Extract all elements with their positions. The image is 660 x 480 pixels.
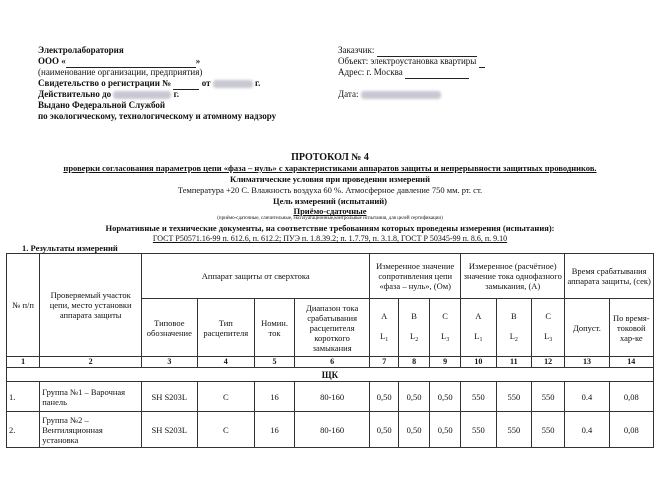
- row-z-c: 0,50: [430, 382, 461, 412]
- phase-b-label: B: [411, 310, 417, 321]
- row-real: 0,08: [609, 382, 653, 412]
- row-range: 80-160: [294, 382, 369, 412]
- header-range: Диапазон тока срабатывания расцепителя короткого замыкания: [294, 299, 369, 357]
- header-section: Проверяемый участок цепи, место установки аппарата защиты: [40, 254, 142, 357]
- issued-by-2: по экологическому, технологическому и атомному надзору: [38, 111, 277, 121]
- line-l2-label: L: [410, 330, 416, 341]
- row-range: 80-160: [294, 412, 369, 448]
- protocol-title: ПРОТОКОЛ № 4: [291, 152, 369, 163]
- col-num-6: 6: [294, 357, 369, 368]
- header-allowed: Допуст.: [565, 299, 609, 357]
- col-num-13: 13: [565, 357, 609, 368]
- row-real: 0,08: [609, 412, 653, 448]
- protocol-subtitle: проверки согласования параметров цепи «фаза – нуль» с характеристиками аппаратов защиты и непрерывности защитных проводников.: [63, 163, 597, 173]
- cert-from: от: [201, 78, 211, 88]
- header-type: Типовое обозначение: [142, 299, 197, 357]
- row-type: SH S203L: [142, 412, 197, 448]
- redacted-date: [213, 80, 253, 88]
- row-release: C: [197, 382, 255, 412]
- col-num-1: 1: [7, 357, 40, 368]
- col-num-4: 4: [197, 357, 255, 368]
- table-row: [7, 412, 654, 448]
- goal-caption: (приёмо-сдаточные, сличительные, эксплуатационные,контрольные испытания, для целей сертификации): [217, 216, 443, 221]
- row-allowed: 0.4: [565, 412, 609, 448]
- col-num-3: 3: [142, 357, 197, 368]
- header-z-b: B $L_2$: [399, 299, 430, 357]
- valid-line: [38, 89, 179, 100]
- redacted-protocol-date: [361, 91, 441, 99]
- phase-a-label: A: [381, 310, 388, 321]
- line-l3-label: L: [544, 330, 550, 341]
- header-nominal: Номин. ток: [255, 299, 295, 357]
- row-number: 2.: [7, 412, 40, 448]
- col-num-2: 2: [40, 357, 142, 368]
- col-num-8: 8: [399, 357, 430, 368]
- col-num-10: 10: [461, 357, 496, 368]
- header-i-b: B $L_2$: [496, 299, 531, 357]
- row-i-a: 550: [461, 412, 496, 448]
- cert-label: Свидетельство о регистрации №: [38, 78, 172, 88]
- header-i-c: C $L_3$: [532, 299, 565, 357]
- row-nominal: 16: [255, 382, 295, 412]
- line-l2-label: L: [509, 330, 515, 341]
- date-line: [338, 89, 441, 100]
- header-current: Измеренное (расчётное) значение тока однофазного замыкания, (А): [461, 254, 565, 299]
- header-z-a: A $L_1$: [370, 299, 399, 357]
- col-num-9: 9: [430, 357, 461, 368]
- col-num-5: 5: [255, 357, 295, 368]
- col-num-14: 14: [609, 357, 653, 368]
- header-i-a: A $L_1$: [461, 299, 496, 357]
- row-z-b: 0,50: [399, 382, 430, 412]
- object-label: Объект: электроустановка квартиры: [338, 56, 477, 66]
- row-z-a: 0,50: [370, 412, 399, 448]
- row-release: C: [197, 412, 255, 448]
- goal-title: Цель измерений (испытаний): [273, 196, 387, 206]
- row-type: SH S203L: [142, 382, 197, 412]
- row-z-c: 0,50: [430, 412, 461, 448]
- section-label: ЩК: [7, 368, 654, 382]
- row-i-b: 550: [496, 382, 531, 412]
- row-i-c: 550: [532, 382, 565, 412]
- org-suffix: »: [195, 56, 201, 66]
- header-release: Тип расцепителя: [197, 299, 255, 357]
- phase-a-label: A: [475, 310, 482, 321]
- valid-label: Действительно до: [38, 89, 112, 99]
- line-l3-label: L: [441, 330, 447, 341]
- phase-c-label: C: [545, 310, 551, 321]
- line-l1-label: L: [380, 330, 386, 341]
- table-row: [7, 382, 654, 412]
- row-section-name: Группа №1 – Варочная панель: [40, 382, 142, 412]
- valid-suffix: г.: [173, 89, 179, 99]
- org-prefix: ООО «: [38, 56, 66, 66]
- phase-b-label: B: [510, 310, 517, 321]
- norms-title: Нормативные и технические документы, на соответствие требованиям которых проведены измерения (испытания):: [105, 223, 555, 233]
- phase-c-label: C: [442, 310, 448, 321]
- header-z-c: C $L_3$: [430, 299, 461, 357]
- goal-value: Приёмо-сдаточные: [293, 206, 367, 216]
- row-allowed: 0.4: [565, 382, 609, 412]
- line-l1-label: L: [474, 330, 480, 341]
- cert-year-suffix: г.: [255, 78, 261, 88]
- row-number: 1.: [7, 382, 40, 412]
- section-row: [7, 368, 654, 382]
- address-line: [338, 67, 469, 79]
- customer-label: Заказчик:: [338, 45, 375, 55]
- norms-value: ГОСТ Р50571.16-99 п. 612.6, п. 612.2; ПУЭ п. 1.8.39.2; п. 1.7.79, п. 3.1.8, ГОСТ Р 50345-99 п. 8.6, п. 9.10: [152, 234, 508, 243]
- redacted-valid-date: [113, 91, 171, 99]
- lab-title: Электролаборатория: [38, 45, 124, 55]
- header-num: № п/п: [7, 254, 40, 357]
- header-resistance: Измеренное значение сопротивления цепи «фаза – нуль», (Ом): [370, 254, 461, 299]
- row-i-a: 550: [461, 382, 496, 412]
- row-z-a: 0,50: [370, 382, 399, 412]
- org-caption: (наименование организации, предприятия): [38, 67, 203, 77]
- header-by-curve: По время-токовой хар-ке: [609, 299, 653, 357]
- climate-title: Климатические условия при проведении измерений: [230, 174, 430, 184]
- row-i-c: 550: [532, 412, 565, 448]
- row-i-b: 550: [496, 412, 531, 448]
- header-device: Аппарат защиты от сверхтока: [142, 254, 370, 299]
- row-z-b: 0,50: [399, 412, 430, 448]
- column-numbers-row: [7, 357, 654, 368]
- climate-values: Температура +20 С. Влажность воздуха 60 %. Атмосферное давление 750 мм. рт. ст.: [177, 185, 483, 195]
- row-section-name: Группа №2 – Вентиляционная установка: [40, 412, 142, 448]
- header-time: Время срабатывания аппарата защиты, (сек): [565, 254, 654, 299]
- col-num-7: 7: [370, 357, 399, 368]
- address-label: Адрес: г. Москва: [338, 67, 403, 77]
- table-header-row-1: [7, 254, 654, 299]
- row-nominal: 16: [255, 412, 295, 448]
- issued-by: Выдано Федеральной Службой: [38, 100, 166, 110]
- col-num-12: 12: [532, 357, 565, 368]
- results-table: [6, 253, 654, 448]
- date-label: Дата:: [338, 89, 359, 99]
- col-num-11: 11: [496, 357, 531, 368]
- results-title: 1. Результаты измерений: [22, 243, 118, 253]
